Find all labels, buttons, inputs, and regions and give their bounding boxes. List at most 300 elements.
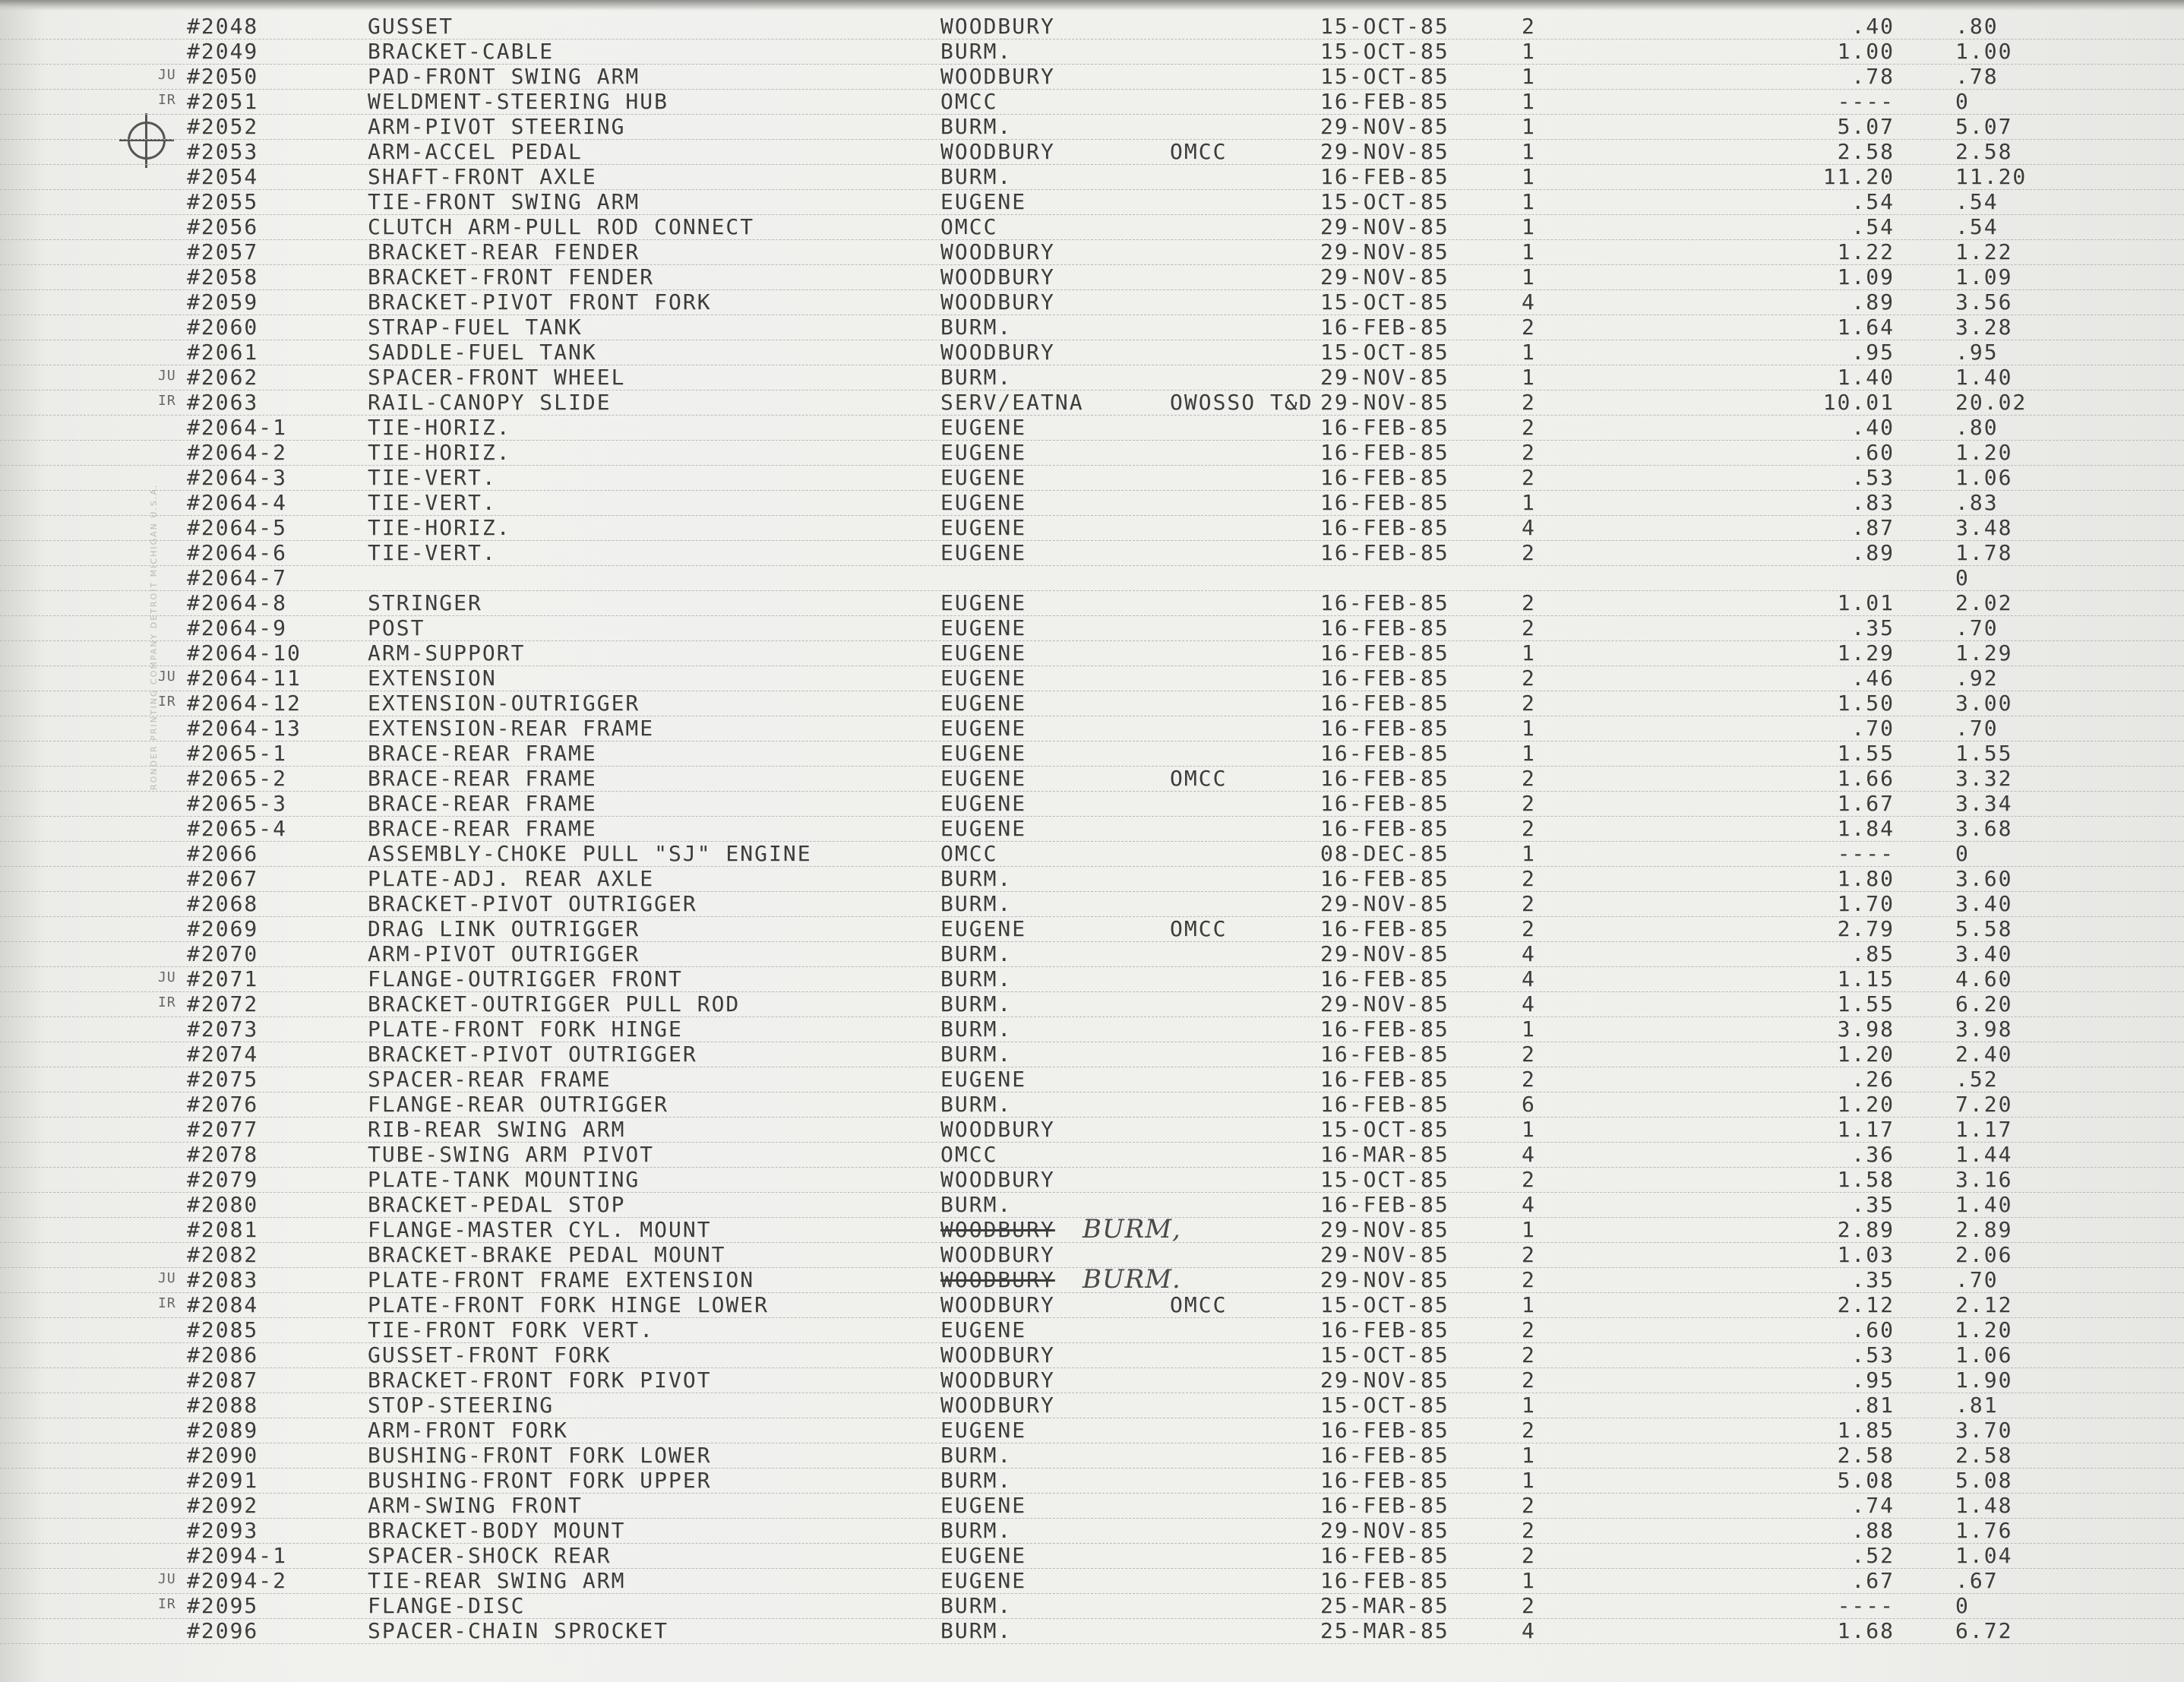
extended-cost-cell: 1.78 <box>1955 540 2013 565</box>
quantity-cell: 1 <box>1522 640 1536 666</box>
unit-cost-cell: .35 <box>1851 1192 1895 1217</box>
date-cell: 16-FEB-85 <box>1320 741 1449 766</box>
quantity-cell: 2 <box>1522 315 1536 340</box>
vendor-cell: EUGENE <box>940 716 1027 741</box>
date-cell: 16-FEB-85 <box>1320 1042 1449 1067</box>
margin-mark: IR <box>158 994 176 1010</box>
unit-cost-cell: 11.20 <box>1822 164 1895 189</box>
unit-cost-cell: .54 <box>1851 189 1895 214</box>
extended-cost-cell: 2.58 <box>1955 139 2013 164</box>
extended-cost-cell: .92 <box>1955 666 1999 691</box>
vendor-cell: EUGENE <box>940 540 1027 565</box>
description-cell: SHAFT-FRONT AXLE <box>368 164 597 189</box>
date-cell: 16-FEB-85 <box>1320 465 1449 490</box>
part-number-cell: #2064-8 <box>187 590 288 615</box>
date-cell: 16-FEB-85 <box>1320 490 1449 515</box>
date-cell: 16-FEB-85 <box>1320 716 1449 741</box>
table-row <box>0 114 2184 140</box>
description-cell: BRACE-REAR FRAME <box>368 766 597 791</box>
part-number-cell: #2066 <box>187 841 259 866</box>
vendor-cell: BURM. <box>940 941 1013 966</box>
part-number-cell: #2095 <box>187 1593 259 1618</box>
description-cell: BRACKET-PIVOT FRONT FORK <box>368 289 712 315</box>
part-number-cell: #2076 <box>187 1092 259 1117</box>
quantity-cell: 2 <box>1522 1518 1536 1543</box>
part-number-cell: #2065-4 <box>187 816 288 841</box>
table-row <box>0 14 2184 40</box>
quantity-cell: 1 <box>1522 139 1536 164</box>
date-cell: 29-NOV-85 <box>1320 114 1449 139</box>
date-cell: 08-DEC-85 <box>1320 841 1449 866</box>
part-number-cell: #2049 <box>187 39 259 64</box>
date-cell: 29-NOV-85 <box>1320 264 1449 289</box>
date-cell: 16-FEB-85 <box>1320 1468 1449 1493</box>
description-cell: EXTENSION-REAR FRAME <box>368 716 655 741</box>
unit-cost-cell: 1.22 <box>1837 239 1895 264</box>
unit-cost-cell: .54 <box>1851 214 1895 239</box>
description-cell: ARM-SWING FRONT <box>368 1493 583 1518</box>
part-number-cell: #2056 <box>187 214 259 239</box>
description-cell: PLATE-TANK MOUNTING <box>368 1167 640 1192</box>
date-cell: 29-NOV-85 <box>1320 1367 1449 1393</box>
part-number-cell: #2070 <box>187 941 259 966</box>
description-cell: ARM-FRONT FORK <box>368 1418 569 1443</box>
extended-cost-cell: 1.04 <box>1955 1543 2013 1568</box>
date-cell: 16-MAR-85 <box>1320 1142 1449 1167</box>
unit-cost-cell: 10.01 <box>1822 390 1895 415</box>
vendor-cell: BURM. <box>940 114 1013 139</box>
vendor-cell: EUGENE <box>940 691 1027 716</box>
quantity-cell: 2 <box>1522 1167 1536 1192</box>
quantity-cell: 2 <box>1522 766 1536 791</box>
quantity-cell: 2 <box>1522 1493 1536 1518</box>
description-cell: BRACKET-PEDAL STOP <box>368 1192 626 1217</box>
quantity-cell: 2 <box>1522 1317 1536 1342</box>
vendor-cell: SERV/EATNA <box>940 390 1084 415</box>
vendor-cell: WOODBURY <box>940 289 1055 315</box>
table-row <box>0 791 2184 817</box>
extended-cost-cell: 3.40 <box>1955 891 2013 916</box>
part-number-cell: #2064-7 <box>187 565 288 590</box>
unit-cost-cell: 3.98 <box>1837 1016 1895 1042</box>
unit-cost-cell: .85 <box>1851 941 1895 966</box>
extended-cost-cell: 5.58 <box>1955 916 2013 941</box>
vendor-cell: BURM. <box>940 315 1013 340</box>
unit-cost-cell: 1.80 <box>1837 866 1895 891</box>
quantity-cell: 1 <box>1522 189 1536 214</box>
part-number-cell: #2071 <box>187 966 259 991</box>
description-cell: SADDLE-FUEL TANK <box>368 340 597 365</box>
date-cell: 15-OCT-85 <box>1320 14 1449 39</box>
table-row <box>0 1568 2184 1594</box>
part-number-cell: #2094-1 <box>187 1543 288 1568</box>
quantity-cell: 2 <box>1522 615 1536 640</box>
unit-cost-cell: .40 <box>1851 14 1895 39</box>
unit-cost-cell: .67 <box>1851 1568 1895 1593</box>
description-cell: SPACER-REAR FRAME <box>368 1067 612 1092</box>
description-cell: GUSSET-FRONT FORK <box>368 1342 612 1367</box>
table-row <box>0 841 2184 867</box>
quantity-cell: 2 <box>1522 1367 1536 1393</box>
table-row <box>0 1443 2184 1469</box>
part-number-cell: #2086 <box>187 1342 259 1367</box>
extended-cost-cell: .70 <box>1955 1267 1999 1292</box>
table-row <box>0 540 2184 566</box>
extended-cost-cell: 1.22 <box>1955 239 2013 264</box>
table-row <box>0 139 2184 165</box>
part-number-cell: #2064-11 <box>187 666 302 691</box>
date-cell: 16-FEB-85 <box>1320 1067 1449 1092</box>
margin-mark: IR <box>158 1596 176 1612</box>
date-cell: 15-OCT-85 <box>1320 189 1449 214</box>
extended-cost-cell: 1.20 <box>1955 1317 2013 1342</box>
table-row <box>0 941 2184 967</box>
vendor-cell: WOODBURY <box>940 340 1055 365</box>
extended-cost-cell: .70 <box>1955 716 1999 741</box>
table-row <box>0 1067 2184 1092</box>
date-cell: 15-OCT-85 <box>1320 340 1449 365</box>
description-cell: PLATE-ADJ. REAR AXLE <box>368 866 655 891</box>
extended-cost-cell: 1.55 <box>1955 741 2013 766</box>
part-number-cell: #2068 <box>187 891 259 916</box>
part-number-cell: #2065-3 <box>187 791 288 816</box>
unit-cost-cell: 1.01 <box>1837 590 1895 615</box>
description-cell: PLATE-FRONT FORK HINGE LOWER <box>368 1292 770 1317</box>
part-number-cell: #2067 <box>187 866 259 891</box>
date-cell: 16-FEB-85 <box>1320 791 1449 816</box>
quantity-cell: 1 <box>1522 1568 1536 1593</box>
unit-cost-cell: .81 <box>1851 1393 1895 1418</box>
quantity-cell: 1 <box>1522 841 1536 866</box>
extended-cost-cell: 1.06 <box>1955 1342 2013 1367</box>
part-number-cell: #2096 <box>187 1618 259 1643</box>
extended-cost-cell: .78 <box>1955 64 1999 89</box>
vendor-cell: BURM. <box>940 1092 1013 1117</box>
vendor-cell: BURM. <box>940 866 1013 891</box>
table-row <box>0 766 2184 792</box>
extended-cost-cell: 1.40 <box>1955 365 2013 390</box>
unit-cost-cell: 1.58 <box>1837 1167 1895 1192</box>
extended-cost-cell: 3.32 <box>1955 766 2013 791</box>
vendor-cell: EUGENE <box>940 415 1027 440</box>
unit-cost-cell: 1.15 <box>1837 966 1895 991</box>
table-row <box>0 214 2184 240</box>
date-cell: 16-FEB-85 <box>1320 315 1449 340</box>
quantity-cell: 2 <box>1522 791 1536 816</box>
description-cell: BRACKET-BODY MOUNT <box>368 1518 626 1543</box>
unit-cost-cell: ---- <box>1837 89 1895 114</box>
quantity-cell: 4 <box>1522 1192 1536 1217</box>
table-row <box>0 315 2184 340</box>
vendor-cell: OMCC <box>940 1142 998 1167</box>
extended-cost-cell: 2.02 <box>1955 590 2013 615</box>
quantity-cell: 2 <box>1522 1267 1536 1292</box>
table-row <box>0 716 2184 741</box>
unit-cost-cell: .35 <box>1851 1267 1895 1292</box>
date-cell: 16-FEB-85 <box>1320 515 1449 540</box>
vendor-cell: BURM. <box>940 1443 1013 1468</box>
extended-cost-cell: 5.08 <box>1955 1468 2013 1493</box>
vendor-cell: EUGENE <box>940 490 1027 515</box>
extended-cost-cell: 3.56 <box>1955 289 2013 315</box>
vendor-cell: EUGENE <box>940 741 1027 766</box>
date-cell: 16-FEB-85 <box>1320 540 1449 565</box>
margin-mark: JU <box>158 969 176 985</box>
quantity-cell: 2 <box>1522 1342 1536 1367</box>
date-cell: 29-NOV-85 <box>1320 891 1449 916</box>
date-cell: 16-FEB-85 <box>1320 1092 1449 1117</box>
vendor-cell: WOODBURY <box>940 1242 1055 1267</box>
part-number-cell: #2090 <box>187 1443 259 1468</box>
vendor-cell: WOODBURY <box>940 139 1055 164</box>
vendor-cell: BURM. <box>940 365 1013 390</box>
description-cell: PAD-FRONT SWING ARM <box>368 64 640 89</box>
part-number-cell: #2064-5 <box>187 515 288 540</box>
quantity-cell: 2 <box>1522 816 1536 841</box>
date-cell: 29-NOV-85 <box>1320 941 1449 966</box>
quantity-cell: 1 <box>1522 214 1536 239</box>
date-cell: 16-FEB-85 <box>1320 440 1449 465</box>
table-row <box>0 666 2184 691</box>
part-number-cell: #2072 <box>187 991 259 1016</box>
date-cell: 16-FEB-85 <box>1320 415 1449 440</box>
vendor-cell: BURM. <box>940 1518 1013 1543</box>
extended-cost-cell: 6.20 <box>1955 991 2013 1016</box>
table-row <box>0 891 2184 917</box>
vendor-cell: BURM. <box>940 966 1013 991</box>
table-row <box>0 741 2184 767</box>
description-cell: BRACKET-OUTRIGGER PULL ROD <box>368 991 741 1016</box>
quantity-cell: 1 <box>1522 1117 1536 1142</box>
table-row <box>0 440 2184 466</box>
unit-cost-cell: .52 <box>1851 1543 1895 1568</box>
quantity-cell: 2 <box>1522 465 1536 490</box>
extended-cost-cell: 0 <box>1955 841 1970 866</box>
description-cell: TIE-HORIZ. <box>368 515 511 540</box>
part-number-cell: #2080 <box>187 1192 259 1217</box>
part-number-cell: #2059 <box>187 289 259 315</box>
date-cell: 16-FEB-85 <box>1320 1016 1449 1042</box>
unit-cost-cell: 1.64 <box>1837 315 1895 340</box>
extended-cost-cell: .70 <box>1955 615 1999 640</box>
quantity-cell: 2 <box>1522 390 1536 415</box>
description-cell: BRACKET-PIVOT OUTRIGGER <box>368 1042 697 1067</box>
quantity-cell: 2 <box>1522 1042 1536 1067</box>
date-cell: 16-FEB-85 <box>1320 766 1449 791</box>
unit-cost-cell: .46 <box>1851 666 1895 691</box>
quantity-cell: 2 <box>1522 916 1536 941</box>
table-row <box>0 390 2184 416</box>
unit-cost-cell: 2.79 <box>1837 916 1895 941</box>
quantity-cell: 4 <box>1522 991 1536 1016</box>
extended-cost-cell: 2.58 <box>1955 1443 2013 1468</box>
extended-cost-cell: 1.48 <box>1955 1493 2013 1518</box>
vendor-cell: OMCC <box>940 89 998 114</box>
quantity-cell: 2 <box>1522 590 1536 615</box>
location-cell: OMCC <box>1170 1292 1228 1317</box>
quantity-cell: 1 <box>1522 164 1536 189</box>
part-number-cell: #2064-4 <box>187 490 288 515</box>
quantity-cell: 4 <box>1522 941 1536 966</box>
description-cell: ARM-PIVOT OUTRIGGER <box>368 941 640 966</box>
table-row <box>0 1367 2184 1393</box>
date-cell: 15-OCT-85 <box>1320 289 1449 315</box>
description-cell: STOP-STEERING <box>368 1393 555 1418</box>
extended-cost-cell: 1.17 <box>1955 1117 2013 1142</box>
margin-mark: IR <box>158 92 176 108</box>
quantity-cell: 4 <box>1522 966 1536 991</box>
description-cell: SPACER-SHOCK REAR <box>368 1543 612 1568</box>
table-row <box>0 1393 2184 1418</box>
part-number-cell: #2058 <box>187 264 259 289</box>
vendor-cell: EUGENE <box>940 590 1027 615</box>
quantity-cell: 1 <box>1522 1016 1536 1042</box>
table-row <box>0 264 2184 290</box>
table-row <box>0 1317 2184 1343</box>
margin-mark: IR <box>158 694 176 710</box>
quantity-cell: 2 <box>1522 691 1536 716</box>
unit-cost-cell: 1.68 <box>1837 1618 1895 1643</box>
vendor-cell: EUGENE <box>940 640 1027 666</box>
quantity-cell: 2 <box>1522 1593 1536 1618</box>
table-row <box>0 1142 2184 1168</box>
extended-cost-cell: 2.89 <box>1955 1217 2013 1242</box>
extended-cost-cell: 3.60 <box>1955 866 2013 891</box>
table-row <box>0 515 2184 541</box>
table-row <box>0 340 2184 365</box>
part-number-cell: #2081 <box>187 1217 259 1242</box>
vendor-cell: EUGENE <box>940 1317 1027 1342</box>
table-row <box>0 289 2184 315</box>
margin-mark: IR <box>158 393 176 409</box>
unit-cost-cell: .36 <box>1851 1142 1895 1167</box>
unit-cost-cell: .60 <box>1851 1317 1895 1342</box>
part-number-cell: #2093 <box>187 1518 259 1543</box>
vendor-cell: EUGENE <box>940 189 1027 214</box>
date-cell: 16-FEB-85 <box>1320 666 1449 691</box>
table-row <box>0 1292 2184 1318</box>
table-row <box>0 490 2184 516</box>
extended-cost-cell: 1.44 <box>1955 1142 2013 1167</box>
part-number-cell: #2074 <box>187 1042 259 1067</box>
quantity-cell: 6 <box>1522 1092 1536 1117</box>
quantity-cell: 1 <box>1522 239 1536 264</box>
part-number-cell: #2085 <box>187 1317 259 1342</box>
unit-cost-cell: .70 <box>1851 716 1895 741</box>
date-cell: 16-FEB-85 <box>1320 1418 1449 1443</box>
extended-cost-cell: .80 <box>1955 14 1999 39</box>
part-number-cell: #2084 <box>187 1292 259 1317</box>
extended-cost-cell: 3.68 <box>1955 816 2013 841</box>
location-cell: OMCC <box>1170 766 1228 791</box>
unit-cost-cell: .35 <box>1851 615 1895 640</box>
description-cell: RIB-REAR SWING ARM <box>368 1117 626 1142</box>
unit-cost-cell: 1.00 <box>1837 39 1895 64</box>
vendor-cell: BURM. <box>940 891 1013 916</box>
date-cell: 16-FEB-85 <box>1320 615 1449 640</box>
vendor-cell: BURM. <box>940 1593 1013 1618</box>
date-cell: 16-FEB-85 <box>1320 1543 1449 1568</box>
vendor-cell: WOODBURY <box>940 239 1055 264</box>
table-row <box>0 64 2184 90</box>
quantity-cell: 2 <box>1522 1067 1536 1092</box>
vendor-cell: WOODBURY <box>940 1292 1055 1317</box>
extended-cost-cell: .81 <box>1955 1393 1999 1418</box>
description-cell: BRACE-REAR FRAME <box>368 741 597 766</box>
description-cell: BRACE-REAR FRAME <box>368 791 597 816</box>
date-cell: 15-OCT-85 <box>1320 1342 1449 1367</box>
unit-cost-cell: 1.85 <box>1837 1418 1895 1443</box>
description-cell: PLATE-FRONT FRAME EXTENSION <box>368 1267 755 1292</box>
date-cell: 29-NOV-85 <box>1320 139 1449 164</box>
unit-cost-cell: 1.09 <box>1837 264 1895 289</box>
extended-cost-cell: 0 <box>1955 89 1970 114</box>
location-cell: OMCC <box>1170 139 1228 164</box>
date-cell: 15-OCT-85 <box>1320 64 1449 89</box>
quantity-cell: 2 <box>1522 666 1536 691</box>
table-row <box>0 1092 2184 1118</box>
description-cell: FLANGE-DISC <box>368 1593 526 1618</box>
part-number-cell: #2082 <box>187 1242 259 1267</box>
extended-cost-cell: 5.07 <box>1955 114 2013 139</box>
quantity-cell: 1 <box>1522 64 1536 89</box>
vendor-cell: EUGENE <box>940 916 1027 941</box>
unit-cost-cell: ---- <box>1837 1593 1895 1618</box>
description-cell: TIE-VERT. <box>368 490 497 515</box>
unit-cost-cell: 5.07 <box>1837 114 1895 139</box>
date-cell: 16-FEB-85 <box>1320 816 1449 841</box>
part-number-cell: #2052 <box>187 114 259 139</box>
extended-cost-cell: 3.48 <box>1955 515 2013 540</box>
unit-cost-cell: .53 <box>1851 1342 1895 1367</box>
date-cell: 29-NOV-85 <box>1320 991 1449 1016</box>
date-cell: 29-NOV-85 <box>1320 214 1449 239</box>
table-row <box>0 590 2184 616</box>
table-row <box>0 1593 2184 1619</box>
vendor-cell: OMCC <box>940 841 998 866</box>
table-row <box>0 1117 2184 1143</box>
part-number-cell: #2069 <box>187 916 259 941</box>
quantity-cell: 1 <box>1522 39 1536 64</box>
extended-cost-cell: 3.16 <box>1955 1167 2013 1192</box>
part-number-cell: #2064-2 <box>187 440 288 465</box>
description-cell: FLANGE-REAR OUTRIGGER <box>368 1092 669 1117</box>
part-number-cell: #2062 <box>187 365 259 390</box>
unit-cost-cell: .60 <box>1851 440 1895 465</box>
vendor-cell: WOODBURY <box>940 1117 1055 1142</box>
part-number-cell: #2064-10 <box>187 640 302 666</box>
vendor-cell: BURM. <box>940 1042 1013 1067</box>
table-row <box>0 1016 2184 1042</box>
description-cell: DRAG LINK OUTRIGGER <box>368 916 640 941</box>
table-row <box>0 691 2184 716</box>
unit-cost-cell: 2.58 <box>1837 139 1895 164</box>
part-number-cell: #2064-3 <box>187 465 288 490</box>
date-cell: 16-FEB-85 <box>1320 164 1449 189</box>
part-number-cell: #2092 <box>187 1493 259 1518</box>
description-cell: ASSEMBLY-CHOKE PULL "SJ" ENGINE <box>368 841 812 866</box>
extended-cost-cell: 1.29 <box>1955 640 2013 666</box>
date-cell: 25-MAR-85 <box>1320 1593 1449 1618</box>
extended-cost-cell: 3.98 <box>1955 1016 2013 1042</box>
date-cell: 29-NOV-85 <box>1320 239 1449 264</box>
table-row <box>0 239 2184 265</box>
table-row <box>0 1543 2184 1569</box>
table-row <box>0 916 2184 942</box>
quantity-cell: 1 <box>1522 1468 1536 1493</box>
table-row <box>0 1264 2184 1295</box>
margin-mark: JU <box>158 67 176 83</box>
